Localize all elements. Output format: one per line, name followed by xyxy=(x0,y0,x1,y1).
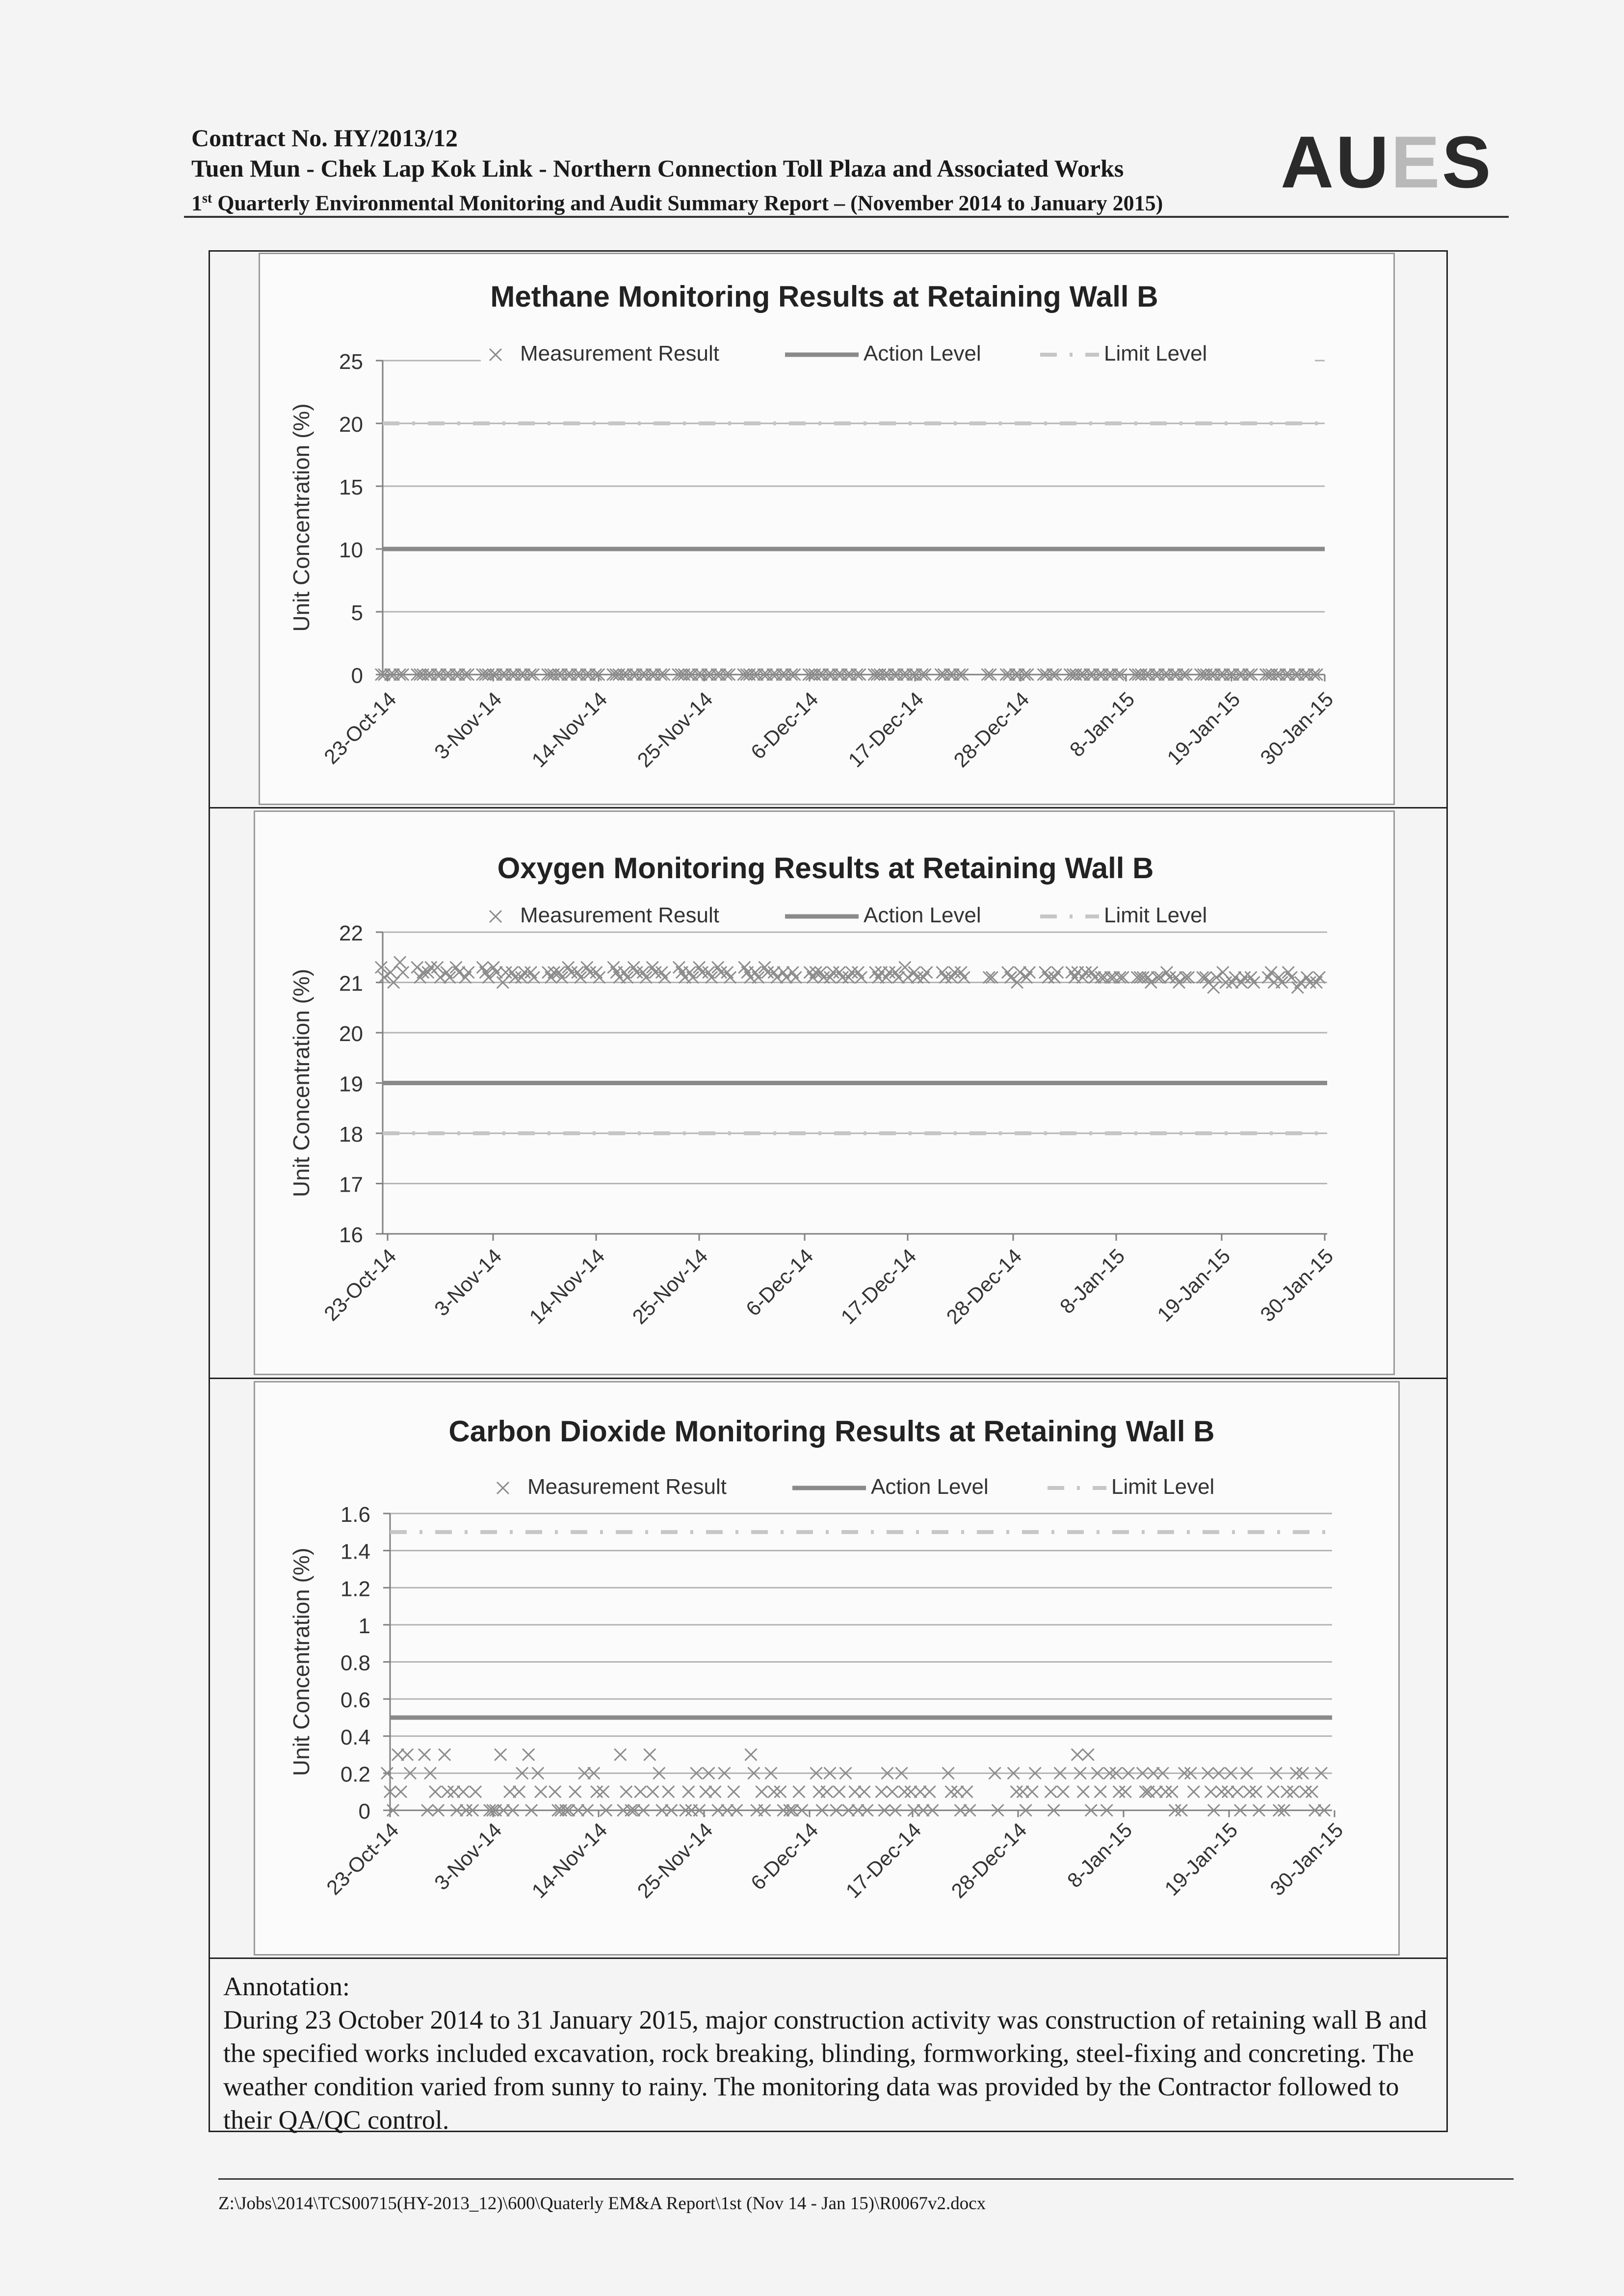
y-tick-label: 1 xyxy=(358,1614,370,1638)
x-tick-label: 8-Jan-15 xyxy=(1062,1818,1137,1892)
legend-label-action: Action Level xyxy=(864,903,981,927)
x-tick-label: 19-Jan-15 xyxy=(1160,1818,1242,1901)
x-tick-label: 28-Dec-14 xyxy=(942,1244,1026,1329)
x-tick-label: 30-Jan-15 xyxy=(1256,1244,1338,1327)
measurement-point xyxy=(887,1786,898,1798)
measurement-point xyxy=(1011,1786,1022,1798)
measurement-point xyxy=(401,1749,413,1761)
measurement-point xyxy=(899,1786,911,1798)
measurement-point xyxy=(448,1786,460,1798)
measurement-point xyxy=(549,1786,561,1798)
measurement-point xyxy=(591,1786,602,1798)
legend-label-measurement: Measurement Result xyxy=(527,1475,727,1499)
measurement-point xyxy=(1231,1786,1243,1798)
x-tick-label: 14-Nov-14 xyxy=(527,687,612,772)
x-tick-label: 25-Nov-14 xyxy=(632,687,717,772)
measurement-point xyxy=(1216,1786,1228,1798)
measurement-point xyxy=(1120,1786,1131,1798)
x-tick-label: 6-Dec-14 xyxy=(741,1244,818,1321)
measurement-point xyxy=(457,1786,469,1798)
measurement-point xyxy=(1045,1786,1057,1798)
measurement-point xyxy=(961,1786,973,1798)
y-tick-label: 15 xyxy=(339,475,363,499)
measurement-point xyxy=(1095,1786,1106,1798)
logo-part-e: E xyxy=(1390,121,1442,203)
measurement-point xyxy=(504,1786,516,1798)
report-number-suffix: st xyxy=(202,191,212,206)
measurement-point xyxy=(1222,1786,1234,1798)
measurement-point xyxy=(768,1786,780,1798)
measurement-point xyxy=(614,1749,626,1761)
chart-title-methane: Methane Monitoring Results at Retaining Wall B xyxy=(490,280,1158,313)
chart-legend xyxy=(488,1473,1322,1502)
report-number: 1 xyxy=(191,191,202,215)
measurement-point xyxy=(1113,1786,1125,1798)
measurement-point xyxy=(647,1786,658,1798)
measurement-point xyxy=(1026,1786,1038,1798)
measurement-point xyxy=(620,1786,632,1798)
x-tick-label: 14-Nov-14 xyxy=(527,1818,612,1903)
x-tick-label: 19-Jan-15 xyxy=(1162,687,1245,770)
x-tick-label: 3-Nov-14 xyxy=(429,687,506,764)
measurement-point xyxy=(1140,1786,1152,1798)
measurement-point xyxy=(1281,1786,1293,1798)
y-tick-label: 10 xyxy=(339,538,363,562)
annotation xyxy=(223,1970,1430,2137)
measurement-point xyxy=(859,1786,870,1798)
x-tick-label: 28-Dec-14 xyxy=(946,1818,1031,1903)
x-tick-label: 23-Oct-14 xyxy=(319,1244,401,1326)
legend-label-limit: Limit Level xyxy=(1104,903,1207,927)
y-tick-label: 0 xyxy=(358,1800,370,1824)
x-tick-label: 6-Dec-14 xyxy=(746,687,823,764)
logo-part-s: S xyxy=(1441,121,1493,203)
y-axis-label: Unit Concentration (%) xyxy=(288,403,314,632)
legend-label-action: Action Level xyxy=(871,1475,989,1499)
x-tick-label: 3-Nov-14 xyxy=(429,1818,506,1895)
x-tick-label: 17-Dec-14 xyxy=(836,1244,921,1329)
measurement-point xyxy=(1250,1786,1262,1798)
measurement-point xyxy=(700,1786,711,1798)
x-tick-label: 30-Jan-15 xyxy=(1265,1818,1348,1901)
x-tick-label: 19-Jan-15 xyxy=(1153,1244,1235,1327)
measurement-point xyxy=(728,1786,739,1798)
measurement-point xyxy=(1017,1786,1029,1798)
legend-label-limit: Limit Level xyxy=(1111,1475,1215,1499)
chart-title-co2: Carbon Dioxide Monitoring Results at Retaining Wall B xyxy=(448,1415,1215,1448)
measurement-point xyxy=(1072,1749,1083,1761)
y-tick-label: 18 xyxy=(339,1122,363,1147)
x-tick-label: 8-Jan-15 xyxy=(1055,1244,1129,1318)
x-tick-label: 23-Oct-14 xyxy=(322,1818,403,1900)
x-tick-label: 8-Jan-15 xyxy=(1065,687,1139,761)
y-axis-label: Unit Concentration (%) xyxy=(288,968,314,1198)
x-tick-label: 17-Dec-14 xyxy=(841,1818,926,1903)
measurement-point xyxy=(429,1786,441,1798)
x-tick-label: 25-Nov-14 xyxy=(632,1818,717,1903)
measurement-point xyxy=(419,1749,430,1761)
measurement-point xyxy=(1160,1786,1172,1798)
logo-part-au: AU xyxy=(1281,121,1391,203)
measurement-point xyxy=(523,1749,534,1761)
legend-label-measurement: Measurement Result xyxy=(520,341,719,365)
measurement-point xyxy=(597,1786,609,1798)
legend-label-action: Action Level xyxy=(864,341,981,365)
x-tick-label: 6-Dec-14 xyxy=(746,1818,823,1895)
measurement-point xyxy=(774,1786,786,1798)
y-tick-label: 1.4 xyxy=(340,1539,370,1564)
measurement-point xyxy=(634,1786,646,1798)
measurement-point xyxy=(1057,1786,1069,1798)
y-tick-label: 21 xyxy=(339,971,363,996)
y-axis-label: Unit Concentration (%) xyxy=(288,1547,314,1776)
y-tick-label: 16 xyxy=(339,1223,363,1247)
measurement-point xyxy=(1300,1786,1311,1798)
project-title: Tuen Mun - Chek Lap Kok Link - Northern Connection Toll Plaza and Associated Works xyxy=(191,155,1124,182)
measurement-point xyxy=(644,1749,655,1761)
measurement-point xyxy=(905,1786,917,1798)
y-tick-label: 0.2 xyxy=(340,1762,370,1787)
y-tick-label: 1.2 xyxy=(340,1577,370,1601)
measurement-point xyxy=(439,1749,450,1761)
y-tick-label: 0.4 xyxy=(340,1725,370,1749)
y-tick-label: 19 xyxy=(339,1072,363,1096)
measurement-point xyxy=(1267,1786,1279,1798)
measurement-point xyxy=(662,1786,674,1798)
y-tick-label: 20 xyxy=(339,1022,363,1046)
measurement-point xyxy=(513,1786,525,1798)
y-tick-label: 22 xyxy=(339,921,363,945)
measurement-point xyxy=(442,1786,453,1798)
measurement-point xyxy=(470,1786,481,1798)
measurement-point xyxy=(569,1786,581,1798)
measurement-point xyxy=(876,1786,888,1798)
y-tick-label: 0 xyxy=(351,664,363,688)
measurement-point xyxy=(833,1786,845,1798)
measurement-point xyxy=(1287,1786,1299,1798)
annotation-body: During 23 October 2014 to 31 January 2015, major construction activity was construction of retaining wall B and the specified works included excavation, rock breaking, blinding, formworking, steel-fixing and concreting. The weather condition varied from sunny to rainy. The monitoring data was provided by the Contractor followed to their QA/QC control. xyxy=(223,2005,1427,2135)
y-tick-label: 20 xyxy=(339,413,363,437)
measurement-point xyxy=(849,1786,861,1798)
measurement-point xyxy=(1151,1786,1162,1798)
measurement-point xyxy=(924,1786,936,1798)
y-tick-label: 1.6 xyxy=(340,1503,370,1527)
y-tick-label: 0.8 xyxy=(340,1651,370,1675)
legend-label-limit: Limit Level xyxy=(1104,341,1207,365)
legend-label-measurement: Measurement Result xyxy=(520,903,719,927)
y-tick-label: 5 xyxy=(351,601,363,625)
footer-rule xyxy=(218,2178,1514,2180)
x-tick-label: 3-Nov-14 xyxy=(429,1244,506,1321)
measurement-point xyxy=(395,1786,407,1798)
measurement-point xyxy=(945,1786,957,1798)
x-tick-label: 30-Jan-15 xyxy=(1256,687,1338,770)
measurement-point xyxy=(682,1786,694,1798)
contract-number: Contract No. HY/2013/12 xyxy=(191,124,458,152)
measurement-point xyxy=(1188,1786,1200,1798)
measurement-point xyxy=(1306,1786,1318,1798)
x-tick-label: 14-Nov-14 xyxy=(524,1244,609,1329)
measurement-point xyxy=(535,1786,547,1798)
report-title-text: Quarterly Environmental Monitoring and Audit Summary Report – (November 2014 to January 2015) xyxy=(212,191,1163,215)
measurement-point xyxy=(392,1749,404,1761)
x-tick-label: 17-Dec-14 xyxy=(843,687,928,772)
chart-title-oxygen: Oxygen Monitoring Results at Retaining Wall B xyxy=(497,852,1154,885)
measurement-point xyxy=(495,1749,506,1761)
footer-file-path: Z:\Jobs\2014\TCS00715(HY-2013_12)\600\Quaterly EM&A Report\1st (Nov 14 - Jan 15)\R0067v2.docx xyxy=(218,2193,986,2214)
measurement-point xyxy=(952,1786,964,1798)
measurement-point xyxy=(1166,1786,1178,1798)
measurement-point xyxy=(793,1786,805,1798)
measurement-point xyxy=(821,1786,833,1798)
y-tick-label: 0.6 xyxy=(340,1688,370,1713)
measurement-point xyxy=(1205,1786,1217,1798)
y-tick-label: 25 xyxy=(339,350,363,374)
measurement-point xyxy=(1082,1749,1094,1761)
y-tick-label: 17 xyxy=(339,1173,363,1197)
measurement-point xyxy=(745,1749,757,1761)
measurement-point xyxy=(756,1786,767,1798)
annotation-title: Annotation: xyxy=(223,1972,350,2001)
measurement-point xyxy=(915,1786,926,1798)
measurement-point xyxy=(1244,1786,1256,1798)
x-tick-label: 28-Dec-14 xyxy=(949,687,1034,772)
x-tick-label: 25-Nov-14 xyxy=(628,1244,712,1329)
measurement-point xyxy=(1077,1786,1089,1798)
measurement-point xyxy=(709,1786,721,1798)
x-tick-label: 23-Oct-14 xyxy=(319,687,401,769)
